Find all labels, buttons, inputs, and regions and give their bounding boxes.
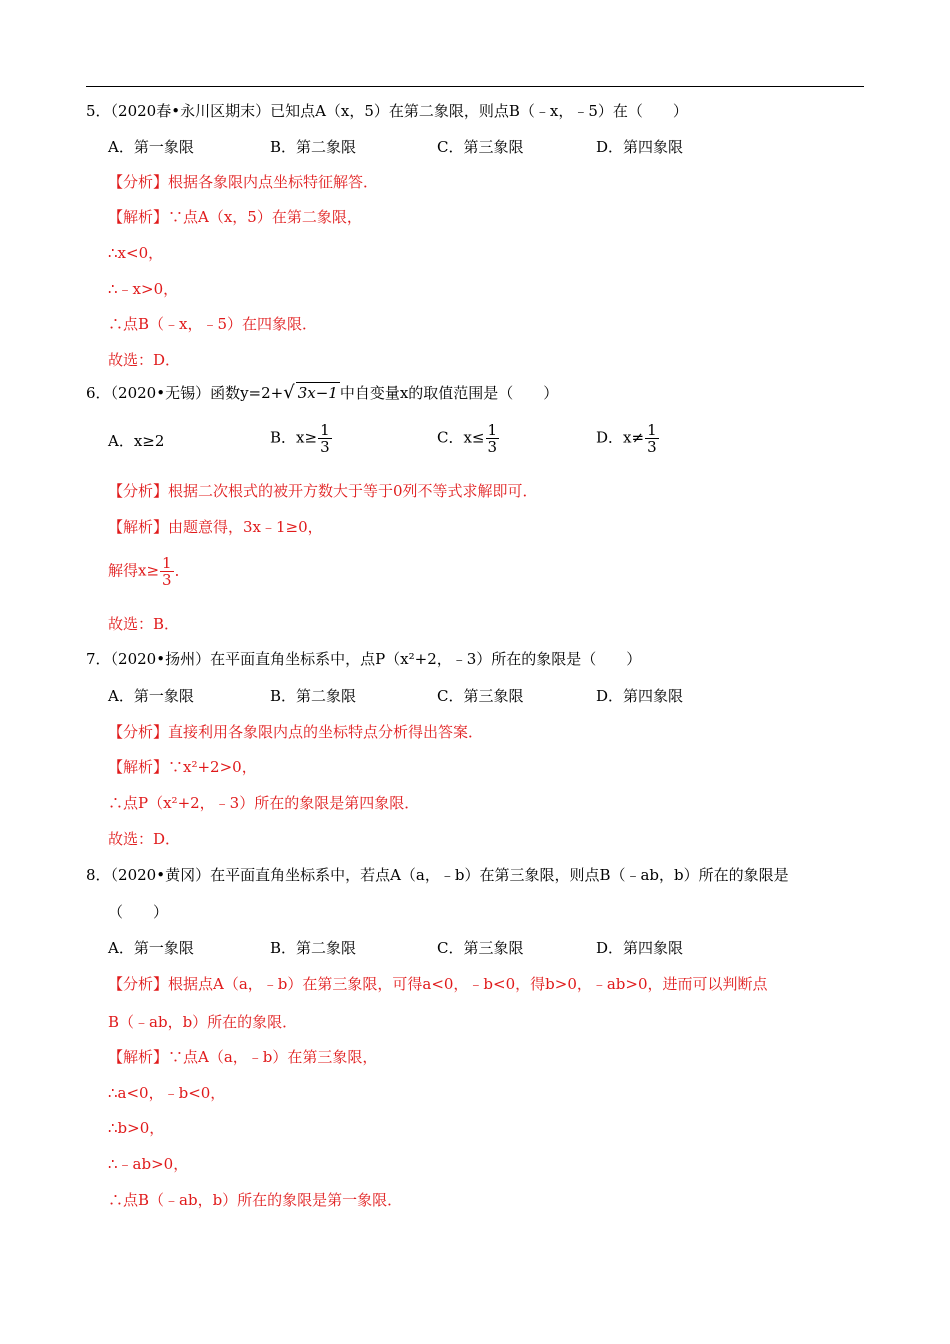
q5-step-1: ∴x<0， [108, 244, 164, 262]
q6-option-c-label: C．x≤ [437, 428, 485, 447]
q5-option-a: A．第一象限 [108, 138, 194, 156]
q5-option-c: C．第三象限 [437, 138, 524, 156]
q5-answer: 故选：D． [108, 351, 181, 369]
q6-step-1-post: ． [174, 561, 190, 580]
q6-step-1-pre: 解得x≥ [108, 561, 160, 580]
fraction-denominator: 3 [487, 438, 498, 456]
q8-stem: 8．（2020•黄冈）在平面直角坐标系中，若点A（a，﹣b）在第三象限，则点B（﹣ab，b）所在的象限是 [86, 866, 789, 884]
q6-option-d [596, 422, 660, 455]
q6-option-b-label: B．x≥ [270, 428, 318, 447]
fraction [645, 422, 659, 455]
q7-analysis: 【分析】直接利用各象限内点的坐标特点分析得出答案． [108, 723, 484, 741]
q5-option-b: B．第二象限 [270, 138, 357, 156]
q6-answer: 故选：B． [108, 615, 180, 633]
fraction [318, 422, 332, 455]
q8-option-c: C．第三象限 [437, 939, 524, 957]
header-rule [86, 86, 864, 87]
q8-option-a: A．第一象限 [108, 939, 194, 957]
radical-sign: √ [283, 382, 295, 403]
q7-option-d: D．第四象限 [596, 687, 684, 705]
q6-radicand: 3x−1 [297, 384, 338, 402]
q8-solution: 【解析】∵点A（a，﹣b）在第三象限， [108, 1048, 378, 1066]
q6-solution: 【解析】由题意得，3x﹣1≥0， [108, 518, 323, 536]
q6-stem-pre: 6．（2020•无锡）函数y=2+ [86, 384, 284, 402]
q6-option-b [270, 422, 333, 455]
fraction-numerator: 1 [162, 554, 172, 572]
q6-option-c [437, 422, 500, 455]
q8-step-4: ∴点B（﹣ab，b）所在的象限是第一象限． [108, 1191, 403, 1209]
q6-option-a: A．x≥2 [108, 432, 165, 450]
q5-analysis: 【分析】根据各象限内点坐标特征解答． [108, 173, 379, 191]
fraction-numerator: 1 [487, 421, 498, 439]
q6-analysis: 【分析】根据二次根式的被开方数大于等于0列不等式求解即可． [108, 482, 538, 500]
q5-step-3: ∴点B（﹣x，﹣5）在四象限． [108, 315, 318, 333]
fraction-denominator: 3 [647, 438, 657, 456]
fraction [160, 555, 174, 588]
q8-step-2: ∴b>0， [108, 1119, 165, 1137]
q8-analysis: 【分析】根据点A（a，﹣b）在第三象限，可得a<0，﹣b<0，得b>0，﹣ab>0，进而可以判断点 [108, 975, 768, 993]
q7-answer: 故选：D． [108, 830, 181, 848]
q8-option-d: D．第四象限 [596, 939, 684, 957]
q8-step-1: ∴a<0，﹣b<0， [108, 1084, 226, 1102]
q7-solution: 【解析】∵x²+2>0， [108, 758, 257, 776]
q7-option-b: B．第二象限 [270, 687, 357, 705]
q7-option-c: C．第三象限 [437, 687, 524, 705]
q7-step-1: ∴点P（x²+2，﹣3）所在的象限是第四象限． [108, 794, 420, 812]
q7-option-a: A．第一象限 [108, 687, 194, 705]
q5-stem: 5．（2020春•永川区期末）已知点A（x，5）在第二象限，则点B（﹣x，﹣5）在（ ） [86, 102, 688, 120]
q6-step-1 [108, 555, 190, 588]
q5-step-2: ∴﹣x>0， [108, 280, 179, 298]
fraction [486, 422, 500, 455]
q8-stem-cont: （ ） [108, 903, 169, 921]
fraction-numerator: 1 [647, 421, 657, 439]
fraction-denominator: 3 [320, 438, 330, 456]
q6-stem [86, 382, 558, 403]
q8-analysis-cont: B（﹣ab，b）所在的象限． [108, 1013, 298, 1031]
q7-stem: 7．（2020•扬州）在平面直角坐标系中，点P（x²+2，﹣3）所在的象限是（ ） [86, 650, 642, 668]
fraction-denominator: 3 [162, 571, 172, 589]
q8-step-3: ∴﹣ab>0， [108, 1155, 189, 1173]
q6-stem-post: 中自变量x的取值范围是（ ） [339, 384, 559, 402]
q5-option-d: D．第四象限 [596, 138, 684, 156]
q6-option-d-label: D．x≠ [596, 428, 645, 447]
fraction-numerator: 1 [320, 421, 330, 439]
q5-solution: 【解析】∵点A（x，5）在第二象限， [108, 208, 362, 226]
q8-option-b: B．第二象限 [270, 939, 357, 957]
